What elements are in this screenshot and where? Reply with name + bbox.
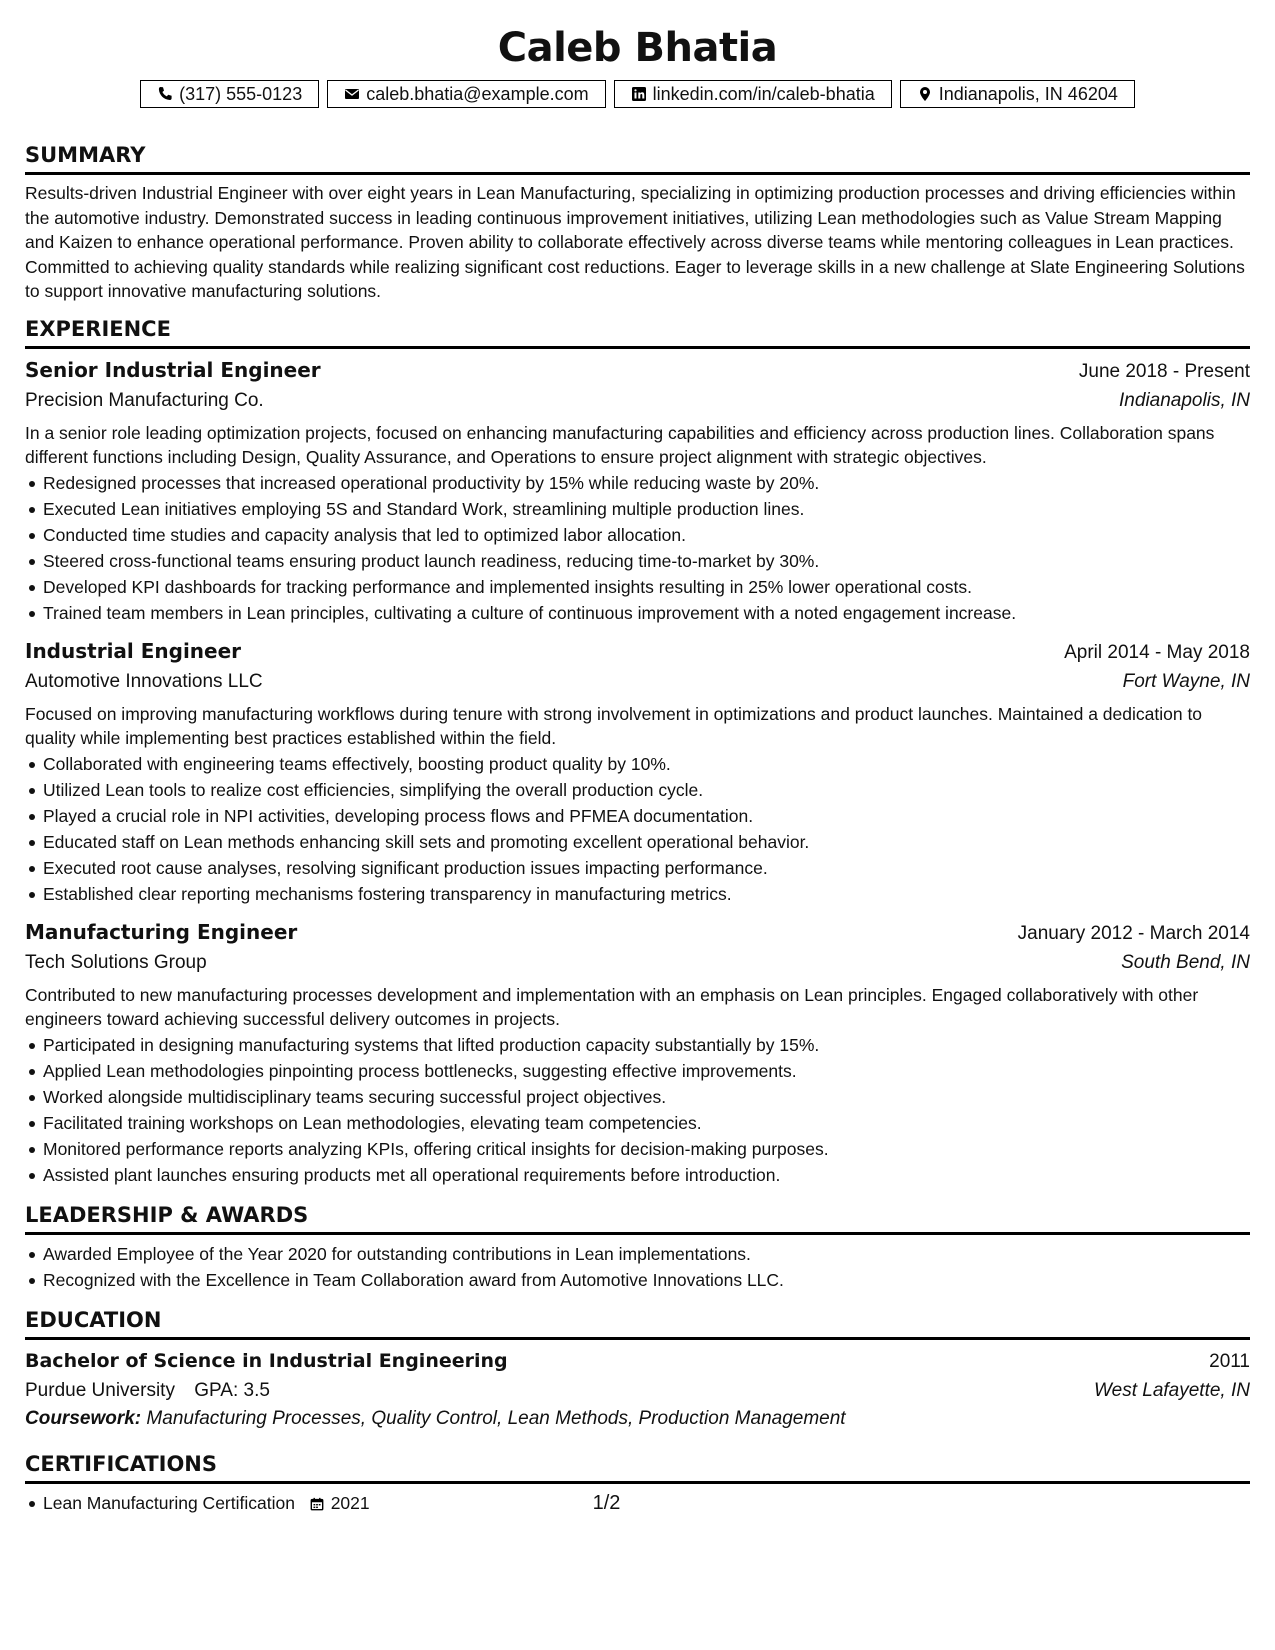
education-section xyxy=(25,1307,1250,1433)
list-item: Trained team members in Lean principles, cultivating a culture of continuous improvement with a noted engagement increase. xyxy=(25,600,1250,626)
list-item: Facilitated training workshops on Lean methodologies, elevating team competencies. xyxy=(25,1110,1250,1136)
list-item: Utilized Lean tools to realize cost efficiencies, simplifying the overall production cycle. xyxy=(25,777,1250,803)
list-item: Worked alongside multidisciplinary teams securing successful project objectives. xyxy=(25,1084,1250,1110)
list-item: Conducted time studies and capacity analysis that led to optimized labor allocation. xyxy=(25,522,1250,548)
certification-year: 2021 xyxy=(330,1492,370,1513)
list-item: Awarded Employee of the Year 2020 for outstanding contributions in Lean implementations. xyxy=(25,1241,1250,1267)
contact-linkedin[interactable] xyxy=(614,80,892,108)
contact-phone[interactable] xyxy=(140,80,319,108)
phone-icon xyxy=(157,86,173,102)
coursework-list: Manufacturing Processes, Quality Control, Lean Methods, Production Management xyxy=(146,1407,846,1429)
job-bullets xyxy=(25,751,1250,907)
list-item: Executed Lean initiatives employing 5S and Standard Work, streamlining multiple production lines. xyxy=(25,496,1250,522)
job-bullets xyxy=(25,470,1250,626)
coursework xyxy=(25,1405,1250,1433)
company-name: Automotive Innovations LLC xyxy=(25,670,263,692)
list-item: Monitored performance reports analyzing KPIs, offering critical insights for decision-making purposes. xyxy=(25,1136,1250,1162)
map-marker-icon xyxy=(917,86,933,102)
list-item: Recognized with the Excellence in Team Collaboration award from Automotive Innovations LLC. xyxy=(25,1267,1250,1293)
job-description: Focused on improving manufacturing workflows during tenure with strong involvement in optimizations and product launches. Maintained a dedication to quality while implementing best practices established within the field. xyxy=(25,703,1203,748)
coursework-label: Coursework: xyxy=(25,1407,142,1429)
section-title: LEADERSHIP & AWARDS xyxy=(25,1202,1250,1235)
job-title: Senior Industrial Engineer xyxy=(25,357,321,382)
job-location: Indianapolis, IN xyxy=(1119,389,1250,411)
job-entry xyxy=(25,636,1250,907)
linkedin-text: linkedin.com/in/caleb-bhatia xyxy=(652,84,875,104)
job-location: Fort Wayne, IN xyxy=(1122,670,1250,692)
list-item: Collaborated with engineering teams effectively, boosting product quality by 10%. xyxy=(25,751,1250,777)
section-title: EDUCATION xyxy=(25,1307,1250,1340)
list-item: Educated staff on Lean methods enhancing skill sets and promoting excellent operational behavior. xyxy=(25,829,1250,855)
contact-email[interactable] xyxy=(327,80,605,108)
list-item: Steered cross-functional teams ensuring product launch readiness, reducing time-to-market by 30%. xyxy=(25,548,1250,574)
gpa: GPA: 3.5 xyxy=(194,1379,270,1401)
contact-bar xyxy=(25,80,1250,108)
list-item: Played a crucial role in NPI activities, developing process flows and PFMEA documentation. xyxy=(25,803,1250,829)
list-item: Executed root cause analyses, resolving significant production issues impacting performance. xyxy=(25,855,1250,881)
graduation-year: 2011 xyxy=(1209,1350,1250,1372)
company-name: Tech Solutions Group xyxy=(25,951,207,973)
list-item: Redesigned processes that increased operational productivity by 15% while reducing waste by 20%. xyxy=(25,470,1250,496)
resume-page xyxy=(25,0,1250,1516)
phone-text: (317) 555-0123 xyxy=(179,84,303,104)
email-text: caleb.bhatia@example.com xyxy=(366,84,589,104)
list-item: Established clear reporting mechanisms fostering transparency in manufacturing metrics. xyxy=(25,881,1250,907)
section-title: EXPERIENCE xyxy=(25,316,1250,349)
job-entry xyxy=(25,355,1250,626)
school-location: West Lafayette, IN xyxy=(1094,1379,1250,1401)
job-title: Manufacturing Engineer xyxy=(25,919,298,944)
job-dates: June 2018 - Present xyxy=(1078,360,1250,382)
linkedin-icon xyxy=(631,86,647,102)
candidate-name: Caleb Bhatia xyxy=(497,25,778,71)
job-dates: April 2014 - May 2018 xyxy=(1064,641,1250,663)
job-entry xyxy=(25,917,1250,1188)
job-description: Contributed to new manufacturing processes development and implementation with an emphasis on Lean principles. Engaged collaboratively with other engineers toward achieving successful delivery outcomes in projects. xyxy=(25,984,1199,1029)
job-description: In a senior role leading optimization projects, focused on enhancing manufacturing capabilities and efficiency across production lines. Collaboration spans different functions including Design, Quality Assurance, and Operations to ensure project alignment with strategic objectives. xyxy=(25,422,1215,467)
job-bullets xyxy=(25,1032,1250,1188)
location-text: Indianapolis, IN 46204 xyxy=(938,84,1118,104)
summary-text: Results-driven Industrial Engineer with over eight years in Lean Manufacturing, specializing in optimizing production processes and driving efficiencies within the automotive industry. Demonstrated success in leading continuous improvement initiatives, utilizing Lean methodologies such as Value Stream Mapping and Kaizen to enhance operational performance. Proven ability to collaborate effectively across diverse teams while mentoring colleagues in Lean practices. Committed to achieving quality standards while realizing significant cost reductions. Eager to leverage skills in a new challenge at Slate Engineering Solutions to support innovative manufacturing solutions. xyxy=(25,183,1245,301)
summary-section xyxy=(25,142,1250,304)
page-number: 1/2 xyxy=(592,1492,621,1514)
company-name: Precision Manufacturing Co. xyxy=(25,389,264,411)
leadership-section xyxy=(25,1202,1250,1293)
list-item: Assisted plant launches ensuring products met all operational requirements before introduction. xyxy=(25,1162,1250,1188)
job-location: South Bend, IN xyxy=(1121,951,1250,973)
envelope-icon xyxy=(344,86,360,102)
list-item: Developed KPI dashboards for tracking performance and implemented insights resulting in 25% lower operational costs. xyxy=(25,574,1250,600)
job-dates: January 2012 - March 2014 xyxy=(1017,922,1250,944)
section-title: SUMMARY xyxy=(25,142,1250,175)
list-item: Participated in designing manufacturing systems that lifted production capacity substantially by 15%. xyxy=(25,1032,1250,1058)
list-item: Applied Lean methodologies pinpointing process bottlenecks, suggesting effective improvements. xyxy=(25,1058,1250,1084)
certification-name: Lean Manufacturing Certification xyxy=(43,1492,295,1513)
school-name: Purdue University xyxy=(25,1379,175,1401)
degree-title: Bachelor of Science in Industrial Engineering xyxy=(25,1349,508,1372)
experience-section xyxy=(25,316,1250,1188)
job-title: Industrial Engineer xyxy=(25,638,242,663)
section-title: CERTIFICATIONS xyxy=(25,1451,1250,1484)
contact-location[interactable] xyxy=(900,80,1135,108)
awards-list xyxy=(25,1241,1250,1293)
